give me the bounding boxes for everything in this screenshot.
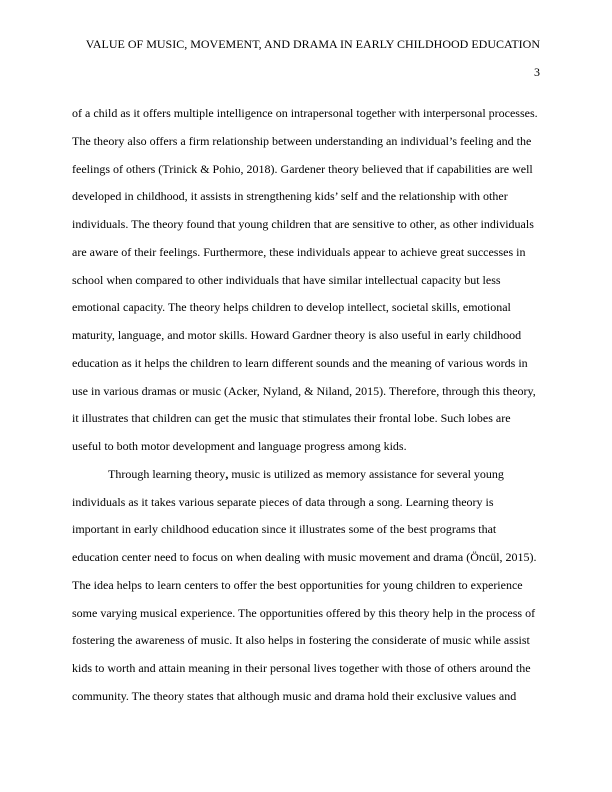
- text-line: fostering the awareness of music. It also helps in fostering the considerate of music while assist: [72, 633, 530, 648]
- text-line: developed in childhood, it assists in strengthening kids’ self and the relationship with other: [72, 189, 508, 204]
- text-line: it illustrates that children can get the music that stimulates their frontal lobe. Such lobes are: [72, 411, 511, 426]
- text-line: feelings of others (Trinick & Pohio, 2018). Gardener theory believed that if capabilities are well: [72, 161, 533, 176]
- text-run: music is utilized as memory assistance for several young: [228, 466, 504, 481]
- text-line: useful to both motor development and language progress among kids.: [72, 439, 407, 453]
- text-line: use in various dramas or music (Acker, Nyland, & Niland, 2015). Therefore, through this theory,: [72, 383, 536, 398]
- text-line: some varying musical experience. The opportunities offered by this theory help in the process of: [72, 605, 536, 620]
- text-line: The theory also offers a firm relationship between understanding an individual’s feeling and the: [72, 133, 532, 148]
- text-line: maturity, language, and motor skills. Howard Gardner theory is also useful in early childhood: [72, 328, 522, 342]
- text-line: school when compared to other individuals that have similar intellectual capacity but less: [72, 272, 501, 287]
- text-line: emotional capacity. The theory helps children to develop intellect, societal skills, emotional: [72, 300, 511, 315]
- text-line: education as it helps the children to learn different sounds and the meaning of various words in: [72, 355, 528, 370]
- text-line: individuals as it takes various separate pieces of data through a song. Learning theory is: [72, 494, 494, 509]
- paragraph-1: [72, 100, 540, 461]
- body-text: [72, 100, 540, 711]
- text-line: of a child as it offers multiple intelligence on intrapersonal together with interpersonal processes.: [72, 106, 538, 120]
- text-line: important in early childhood education since it illustrates some of the best programs that: [72, 522, 497, 537]
- text-line: individuals. The theory found that young children that are sensitive to other, as other individuals: [72, 217, 534, 231]
- text-line: kids to worth and attain meaning in their personal lives together with those of others around the: [72, 661, 531, 675]
- bold-comma: ,: [225, 466, 229, 481]
- text-line-first: [72, 461, 540, 489]
- text-line: The idea helps to learn centers to offer the best opportunities for young children to experience: [72, 577, 523, 592]
- page-number: 3: [534, 65, 540, 79]
- running-head: VALUE OF MUSIC, MOVEMENT, AND DRAMA IN EARLY CHILDHOOD EDUCATION: [85, 37, 540, 51]
- text-run: Through learning theory: [108, 466, 226, 481]
- paragraph-2: [72, 461, 540, 711]
- text-line: community. The theory states that although music and drama hold their exclusive values and: [72, 688, 517, 703]
- text-line: are aware of their feelings. Furthermore, these individuals appear to achieve great successes in: [72, 244, 526, 259]
- text-line: education center need to focus on when dealing with music movement and drama (Öncül, 2015).: [72, 550, 537, 564]
